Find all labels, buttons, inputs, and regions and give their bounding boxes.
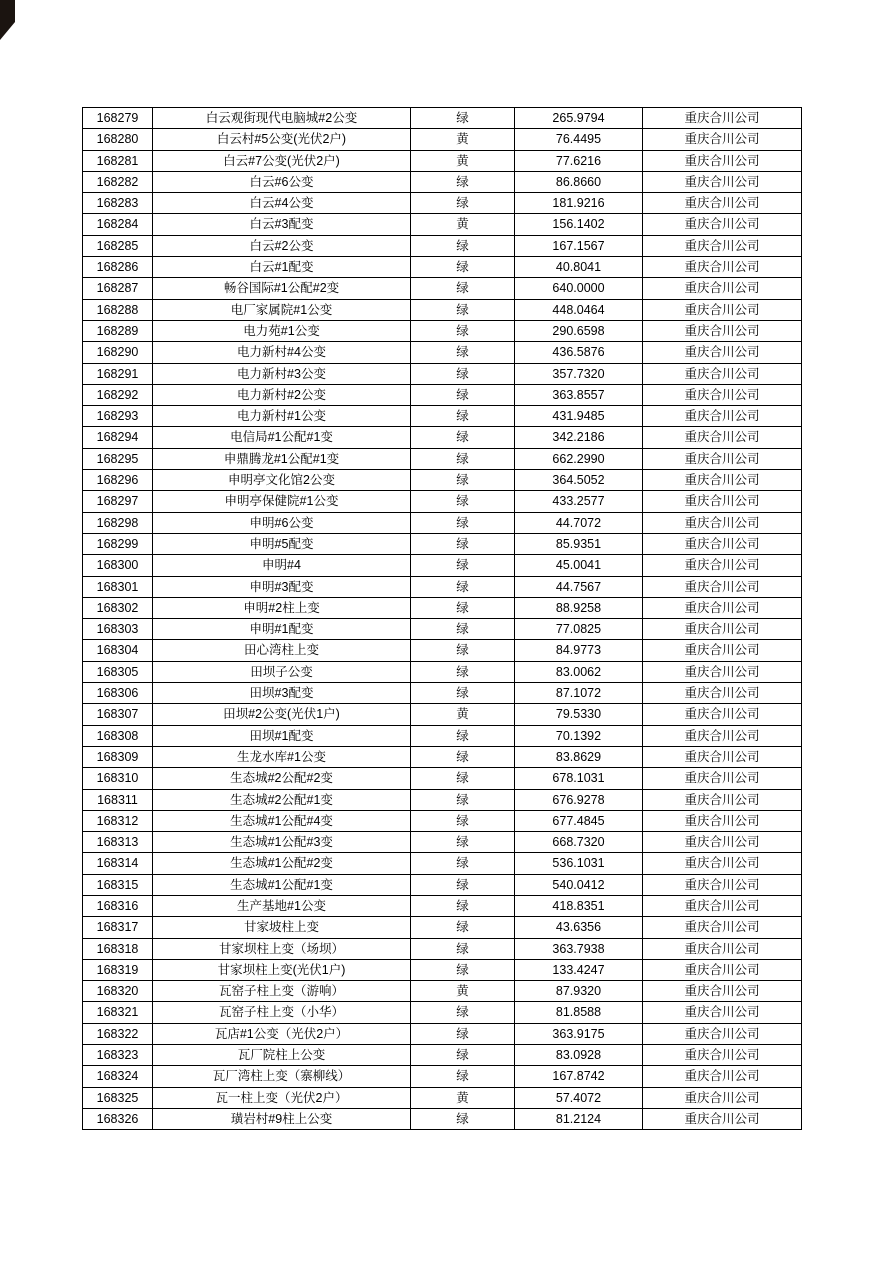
cell-value: 45.0041	[515, 555, 643, 576]
cell-value: 44.7567	[515, 576, 643, 597]
cell-id: 168304	[83, 640, 153, 661]
cell-status: 绿	[411, 278, 515, 299]
table-row	[83, 981, 802, 1002]
cell-status: 黄	[411, 981, 515, 1002]
table-row	[83, 917, 802, 938]
cell-name: 甘家坡柱上变	[153, 917, 411, 938]
cell-name: 电力新村#2公变	[153, 384, 411, 405]
table-row	[83, 512, 802, 533]
table-row	[83, 1066, 802, 1087]
cell-company: 重庆合川公司	[643, 555, 802, 576]
cell-status: 绿	[411, 619, 515, 640]
table-row	[83, 683, 802, 704]
cell-company: 重庆合川公司	[643, 768, 802, 789]
cell-name: 申明亭保健院#1公变	[153, 491, 411, 512]
cell-status: 绿	[411, 470, 515, 491]
cell-status: 绿	[411, 768, 515, 789]
cell-name: 瓦窑子柱上变（游响）	[153, 981, 411, 1002]
cell-name: 电力新村#1公变	[153, 406, 411, 427]
cell-id: 168312	[83, 810, 153, 831]
cell-status: 绿	[411, 1002, 515, 1023]
cell-value: 40.8041	[515, 257, 643, 278]
cell-company: 重庆合川公司	[643, 129, 802, 150]
cell-company: 重庆合川公司	[643, 576, 802, 597]
table-row	[83, 895, 802, 916]
table-row	[83, 555, 802, 576]
cell-company: 重庆合川公司	[643, 704, 802, 725]
cell-status: 绿	[411, 683, 515, 704]
cell-id: 168297	[83, 491, 153, 512]
cell-value: 436.5876	[515, 342, 643, 363]
cell-value: 77.0825	[515, 619, 643, 640]
table-row	[83, 1045, 802, 1066]
cell-value: 540.0412	[515, 874, 643, 895]
cell-company: 重庆合川公司	[643, 320, 802, 341]
cell-id: 168317	[83, 917, 153, 938]
table-row	[83, 363, 802, 384]
cell-name: 申明亭文化馆2公变	[153, 470, 411, 491]
cell-name: 白云村#5公变(光伏2户)	[153, 129, 411, 150]
cell-company: 重庆合川公司	[643, 832, 802, 853]
cell-company: 重庆合川公司	[643, 917, 802, 938]
cell-id: 168313	[83, 832, 153, 853]
table-row	[83, 661, 802, 682]
cell-value: 44.7072	[515, 512, 643, 533]
cell-company: 重庆合川公司	[643, 278, 802, 299]
cell-company: 重庆合川公司	[643, 257, 802, 278]
cell-value: 677.4845	[515, 810, 643, 831]
cell-status: 黄	[411, 704, 515, 725]
cell-id: 168291	[83, 363, 153, 384]
table-row	[83, 150, 802, 171]
cell-id: 168308	[83, 725, 153, 746]
cell-company: 重庆合川公司	[643, 427, 802, 448]
cell-id: 168303	[83, 619, 153, 640]
cell-company: 重庆合川公司	[643, 171, 802, 192]
cell-company: 重庆合川公司	[643, 448, 802, 469]
cell-name: 白云#7公变(光伏2户)	[153, 150, 411, 171]
cell-id: 168287	[83, 278, 153, 299]
cell-id: 168302	[83, 597, 153, 618]
cell-id: 168320	[83, 981, 153, 1002]
cell-name: 白云观街现代电脑城#2公变	[153, 108, 411, 129]
cell-value: 433.2577	[515, 491, 643, 512]
cell-status: 绿	[411, 427, 515, 448]
cell-name: 申鼎腾龙#1公配#1变	[153, 448, 411, 469]
cell-value: 79.5330	[515, 704, 643, 725]
table-row	[83, 1023, 802, 1044]
cell-status: 绿	[411, 1066, 515, 1087]
table-row	[83, 725, 802, 746]
cell-id: 168285	[83, 235, 153, 256]
cell-id: 168289	[83, 320, 153, 341]
table-row	[83, 320, 802, 341]
cell-company: 重庆合川公司	[643, 1002, 802, 1023]
cell-status: 绿	[411, 257, 515, 278]
cell-company: 重庆合川公司	[643, 235, 802, 256]
cell-value: 77.6216	[515, 150, 643, 171]
cell-value: 181.9216	[515, 193, 643, 214]
cell-name: 电力新村#4公变	[153, 342, 411, 363]
cell-name: 畅谷国际#1公配#2变	[153, 278, 411, 299]
cell-company: 重庆合川公司	[643, 1087, 802, 1108]
cell-company: 重庆合川公司	[643, 683, 802, 704]
cell-id: 168306	[83, 683, 153, 704]
cell-company: 重庆合川公司	[643, 363, 802, 384]
cell-value: 167.8742	[515, 1066, 643, 1087]
cell-company: 重庆合川公司	[643, 299, 802, 320]
cell-status: 绿	[411, 725, 515, 746]
cell-status: 绿	[411, 320, 515, 341]
cell-name: 白云#6公变	[153, 171, 411, 192]
cell-name: 田坝子公变	[153, 661, 411, 682]
cell-id: 168325	[83, 1087, 153, 1108]
cell-value: 83.0062	[515, 661, 643, 682]
cell-company: 重庆合川公司	[643, 874, 802, 895]
cell-status: 绿	[411, 810, 515, 831]
cell-value: 87.9320	[515, 981, 643, 1002]
table-row	[83, 491, 802, 512]
cell-value: 88.9258	[515, 597, 643, 618]
cell-name: 田坝#3配变	[153, 683, 411, 704]
cell-name: 田心湾柱上变	[153, 640, 411, 661]
cell-status: 绿	[411, 597, 515, 618]
cell-company: 重庆合川公司	[643, 853, 802, 874]
cell-name: 田坝#1配变	[153, 725, 411, 746]
cell-name: 电厂家属院#1公变	[153, 299, 411, 320]
cell-value: 86.8660	[515, 171, 643, 192]
cell-company: 重庆合川公司	[643, 1066, 802, 1087]
table-row	[83, 299, 802, 320]
table-row	[83, 874, 802, 895]
cell-status: 黄	[411, 1087, 515, 1108]
cell-id: 168298	[83, 512, 153, 533]
cell-value: 156.1402	[515, 214, 643, 235]
table-row	[83, 533, 802, 554]
corner-artifact	[0, 0, 15, 40]
table-row	[83, 171, 802, 192]
cell-id: 168318	[83, 938, 153, 959]
table-row	[83, 342, 802, 363]
cell-status: 绿	[411, 895, 515, 916]
cell-id: 168307	[83, 704, 153, 725]
cell-id: 168301	[83, 576, 153, 597]
cell-company: 重庆合川公司	[643, 938, 802, 959]
cell-name: 白云#3配变	[153, 214, 411, 235]
table-row	[83, 406, 802, 427]
cell-company: 重庆合川公司	[643, 640, 802, 661]
cell-id: 168324	[83, 1066, 153, 1087]
table-row	[83, 1087, 802, 1108]
table-row	[83, 959, 802, 980]
cell-company: 重庆合川公司	[643, 512, 802, 533]
cell-id: 168290	[83, 342, 153, 363]
cell-name: 瓦窑子柱上变（小华）	[153, 1002, 411, 1023]
cell-status: 绿	[411, 555, 515, 576]
cell-value: 81.8588	[515, 1002, 643, 1023]
cell-status: 黄	[411, 214, 515, 235]
cell-value: 357.7320	[515, 363, 643, 384]
cell-name: 甘家坝柱上变(光伏1户)	[153, 959, 411, 980]
cell-name: 生态城#2公配#1变	[153, 789, 411, 810]
cell-name: 生态城#1公配#4变	[153, 810, 411, 831]
table-row	[83, 108, 802, 129]
cell-value: 76.4495	[515, 129, 643, 150]
table-row	[83, 853, 802, 874]
cell-status: 绿	[411, 384, 515, 405]
cell-status: 绿	[411, 406, 515, 427]
cell-id: 168310	[83, 768, 153, 789]
cell-status: 绿	[411, 1023, 515, 1044]
cell-company: 重庆合川公司	[643, 746, 802, 767]
cell-id: 168283	[83, 193, 153, 214]
data-table	[82, 107, 802, 1130]
cell-value: 676.9278	[515, 789, 643, 810]
cell-id: 168309	[83, 746, 153, 767]
cell-value: 668.7320	[515, 832, 643, 853]
cell-id: 168281	[83, 150, 153, 171]
cell-value: 43.6356	[515, 917, 643, 938]
cell-value: 83.8629	[515, 746, 643, 767]
table-row	[83, 640, 802, 661]
cell-name: 白云#2公变	[153, 235, 411, 256]
cell-status: 绿	[411, 661, 515, 682]
table-row	[83, 576, 802, 597]
table-row	[83, 789, 802, 810]
cell-status: 绿	[411, 193, 515, 214]
table-row	[83, 1108, 802, 1129]
cell-name: 申明#5配变	[153, 533, 411, 554]
cell-value: 84.9773	[515, 640, 643, 661]
table-row	[83, 938, 802, 959]
cell-id: 168319	[83, 959, 153, 980]
table-row	[83, 384, 802, 405]
cell-name: 白云#1配变	[153, 257, 411, 278]
cell-name: 田坝#2公变(光伏1户)	[153, 704, 411, 725]
cell-company: 重庆合川公司	[643, 789, 802, 810]
cell-name: 璜岩村#9柱上公变	[153, 1108, 411, 1129]
cell-value: 342.2186	[515, 427, 643, 448]
cell-name: 白云#4公变	[153, 193, 411, 214]
cell-company: 重庆合川公司	[643, 406, 802, 427]
cell-status: 绿	[411, 576, 515, 597]
cell-status: 绿	[411, 342, 515, 363]
cell-id: 168316	[83, 895, 153, 916]
cell-company: 重庆合川公司	[643, 895, 802, 916]
cell-name: 电信局#1公配#1变	[153, 427, 411, 448]
cell-company: 重庆合川公司	[643, 661, 802, 682]
cell-id: 168311	[83, 789, 153, 810]
table-row	[83, 768, 802, 789]
cell-id: 168284	[83, 214, 153, 235]
cell-name: 申明#2柱上变	[153, 597, 411, 618]
cell-value: 81.2124	[515, 1108, 643, 1129]
cell-company: 重庆合川公司	[643, 1045, 802, 1066]
cell-company: 重庆合川公司	[643, 108, 802, 129]
cell-status: 绿	[411, 1108, 515, 1129]
cell-company: 重庆合川公司	[643, 384, 802, 405]
table-row	[83, 1002, 802, 1023]
cell-value: 83.0928	[515, 1045, 643, 1066]
cell-id: 168282	[83, 171, 153, 192]
cell-status: 绿	[411, 171, 515, 192]
cell-company: 重庆合川公司	[643, 981, 802, 1002]
cell-status: 绿	[411, 108, 515, 129]
cell-company: 重庆合川公司	[643, 214, 802, 235]
cell-id: 168293	[83, 406, 153, 427]
cell-id: 168323	[83, 1045, 153, 1066]
cell-value: 167.1567	[515, 235, 643, 256]
cell-name: 申明#1配变	[153, 619, 411, 640]
cell-company: 重庆合川公司	[643, 597, 802, 618]
cell-id: 168305	[83, 661, 153, 682]
cell-company: 重庆合川公司	[643, 470, 802, 491]
cell-id: 168299	[83, 533, 153, 554]
cell-value: 265.9794	[515, 108, 643, 129]
cell-company: 重庆合川公司	[643, 1108, 802, 1129]
cell-status: 绿	[411, 235, 515, 256]
cell-status: 绿	[411, 533, 515, 554]
cell-name: 申明#3配变	[153, 576, 411, 597]
cell-company: 重庆合川公司	[643, 810, 802, 831]
table-row	[83, 129, 802, 150]
cell-status: 绿	[411, 917, 515, 938]
cell-company: 重庆合川公司	[643, 193, 802, 214]
cell-id: 168294	[83, 427, 153, 448]
cell-name: 生态城#1公配#1变	[153, 874, 411, 895]
cell-status: 绿	[411, 959, 515, 980]
cell-id: 168292	[83, 384, 153, 405]
cell-company: 重庆合川公司	[643, 725, 802, 746]
cell-name: 瓦厂院柱上公变	[153, 1045, 411, 1066]
cell-value: 133.4247	[515, 959, 643, 980]
cell-value: 363.9175	[515, 1023, 643, 1044]
cell-company: 重庆合川公司	[643, 491, 802, 512]
cell-status: 绿	[411, 1045, 515, 1066]
cell-value: 640.0000	[515, 278, 643, 299]
table-row	[83, 214, 802, 235]
cell-value: 57.4072	[515, 1087, 643, 1108]
cell-id: 168326	[83, 1108, 153, 1129]
cell-status: 绿	[411, 938, 515, 959]
cell-company: 重庆合川公司	[643, 342, 802, 363]
cell-id: 168286	[83, 257, 153, 278]
cell-id: 168314	[83, 853, 153, 874]
cell-name: 生龙水库#1公变	[153, 746, 411, 767]
cell-name: 生态城#1公配#2变	[153, 853, 411, 874]
cell-name: 瓦厂湾柱上变（寨柳线）	[153, 1066, 411, 1087]
cell-name: 瓦一柱上变（光伏2户）	[153, 1087, 411, 1108]
table-row	[83, 619, 802, 640]
cell-id: 168279	[83, 108, 153, 129]
table-row	[83, 597, 802, 618]
cell-company: 重庆合川公司	[643, 150, 802, 171]
cell-company: 重庆合川公司	[643, 619, 802, 640]
cell-status: 绿	[411, 789, 515, 810]
cell-value: 290.6598	[515, 320, 643, 341]
cell-value: 431.9485	[515, 406, 643, 427]
cell-id: 168295	[83, 448, 153, 469]
cell-value: 662.2990	[515, 448, 643, 469]
cell-status: 绿	[411, 299, 515, 320]
cell-value: 363.7938	[515, 938, 643, 959]
cell-id: 168322	[83, 1023, 153, 1044]
cell-value: 418.8351	[515, 895, 643, 916]
table-row	[83, 746, 802, 767]
cell-name: 申明#6公变	[153, 512, 411, 533]
table-row	[83, 704, 802, 725]
cell-id: 168288	[83, 299, 153, 320]
cell-name: 电力苑#1公变	[153, 320, 411, 341]
cell-value: 536.1031	[515, 853, 643, 874]
cell-value: 363.8557	[515, 384, 643, 405]
table-row	[83, 810, 802, 831]
cell-status: 绿	[411, 832, 515, 853]
cell-id: 168296	[83, 470, 153, 491]
cell-name: 瓦店#1公变（光伏2户）	[153, 1023, 411, 1044]
cell-id: 168315	[83, 874, 153, 895]
table-row	[83, 278, 802, 299]
cell-company: 重庆合川公司	[643, 533, 802, 554]
cell-value: 448.0464	[515, 299, 643, 320]
cell-value: 364.5052	[515, 470, 643, 491]
cell-status: 绿	[411, 874, 515, 895]
cell-status: 绿	[411, 363, 515, 384]
table-row	[83, 427, 802, 448]
cell-id: 168321	[83, 1002, 153, 1023]
table-row	[83, 257, 802, 278]
cell-status: 黄	[411, 150, 515, 171]
cell-status: 绿	[411, 640, 515, 661]
cell-value: 70.1392	[515, 725, 643, 746]
cell-name: 生产基地#1公变	[153, 895, 411, 916]
table-row	[83, 470, 802, 491]
table-row	[83, 235, 802, 256]
cell-name: 甘家坝柱上变（场坝）	[153, 938, 411, 959]
table-row	[83, 832, 802, 853]
cell-name: 电力新村#3公变	[153, 363, 411, 384]
cell-value: 87.1072	[515, 683, 643, 704]
cell-value: 678.1031	[515, 768, 643, 789]
cell-status: 绿	[411, 853, 515, 874]
cell-company: 重庆合川公司	[643, 1023, 802, 1044]
cell-status: 绿	[411, 491, 515, 512]
cell-id: 168300	[83, 555, 153, 576]
cell-status: 绿	[411, 512, 515, 533]
cell-company: 重庆合川公司	[643, 959, 802, 980]
cell-name: 申明#4	[153, 555, 411, 576]
table-body	[83, 108, 802, 1130]
cell-value: 85.9351	[515, 533, 643, 554]
cell-name: 生态城#1公配#3变	[153, 832, 411, 853]
cell-id: 168280	[83, 129, 153, 150]
cell-status: 绿	[411, 746, 515, 767]
cell-status: 黄	[411, 129, 515, 150]
table-row	[83, 193, 802, 214]
cell-name: 生态城#2公配#2变	[153, 768, 411, 789]
table-row	[83, 448, 802, 469]
cell-status: 绿	[411, 448, 515, 469]
